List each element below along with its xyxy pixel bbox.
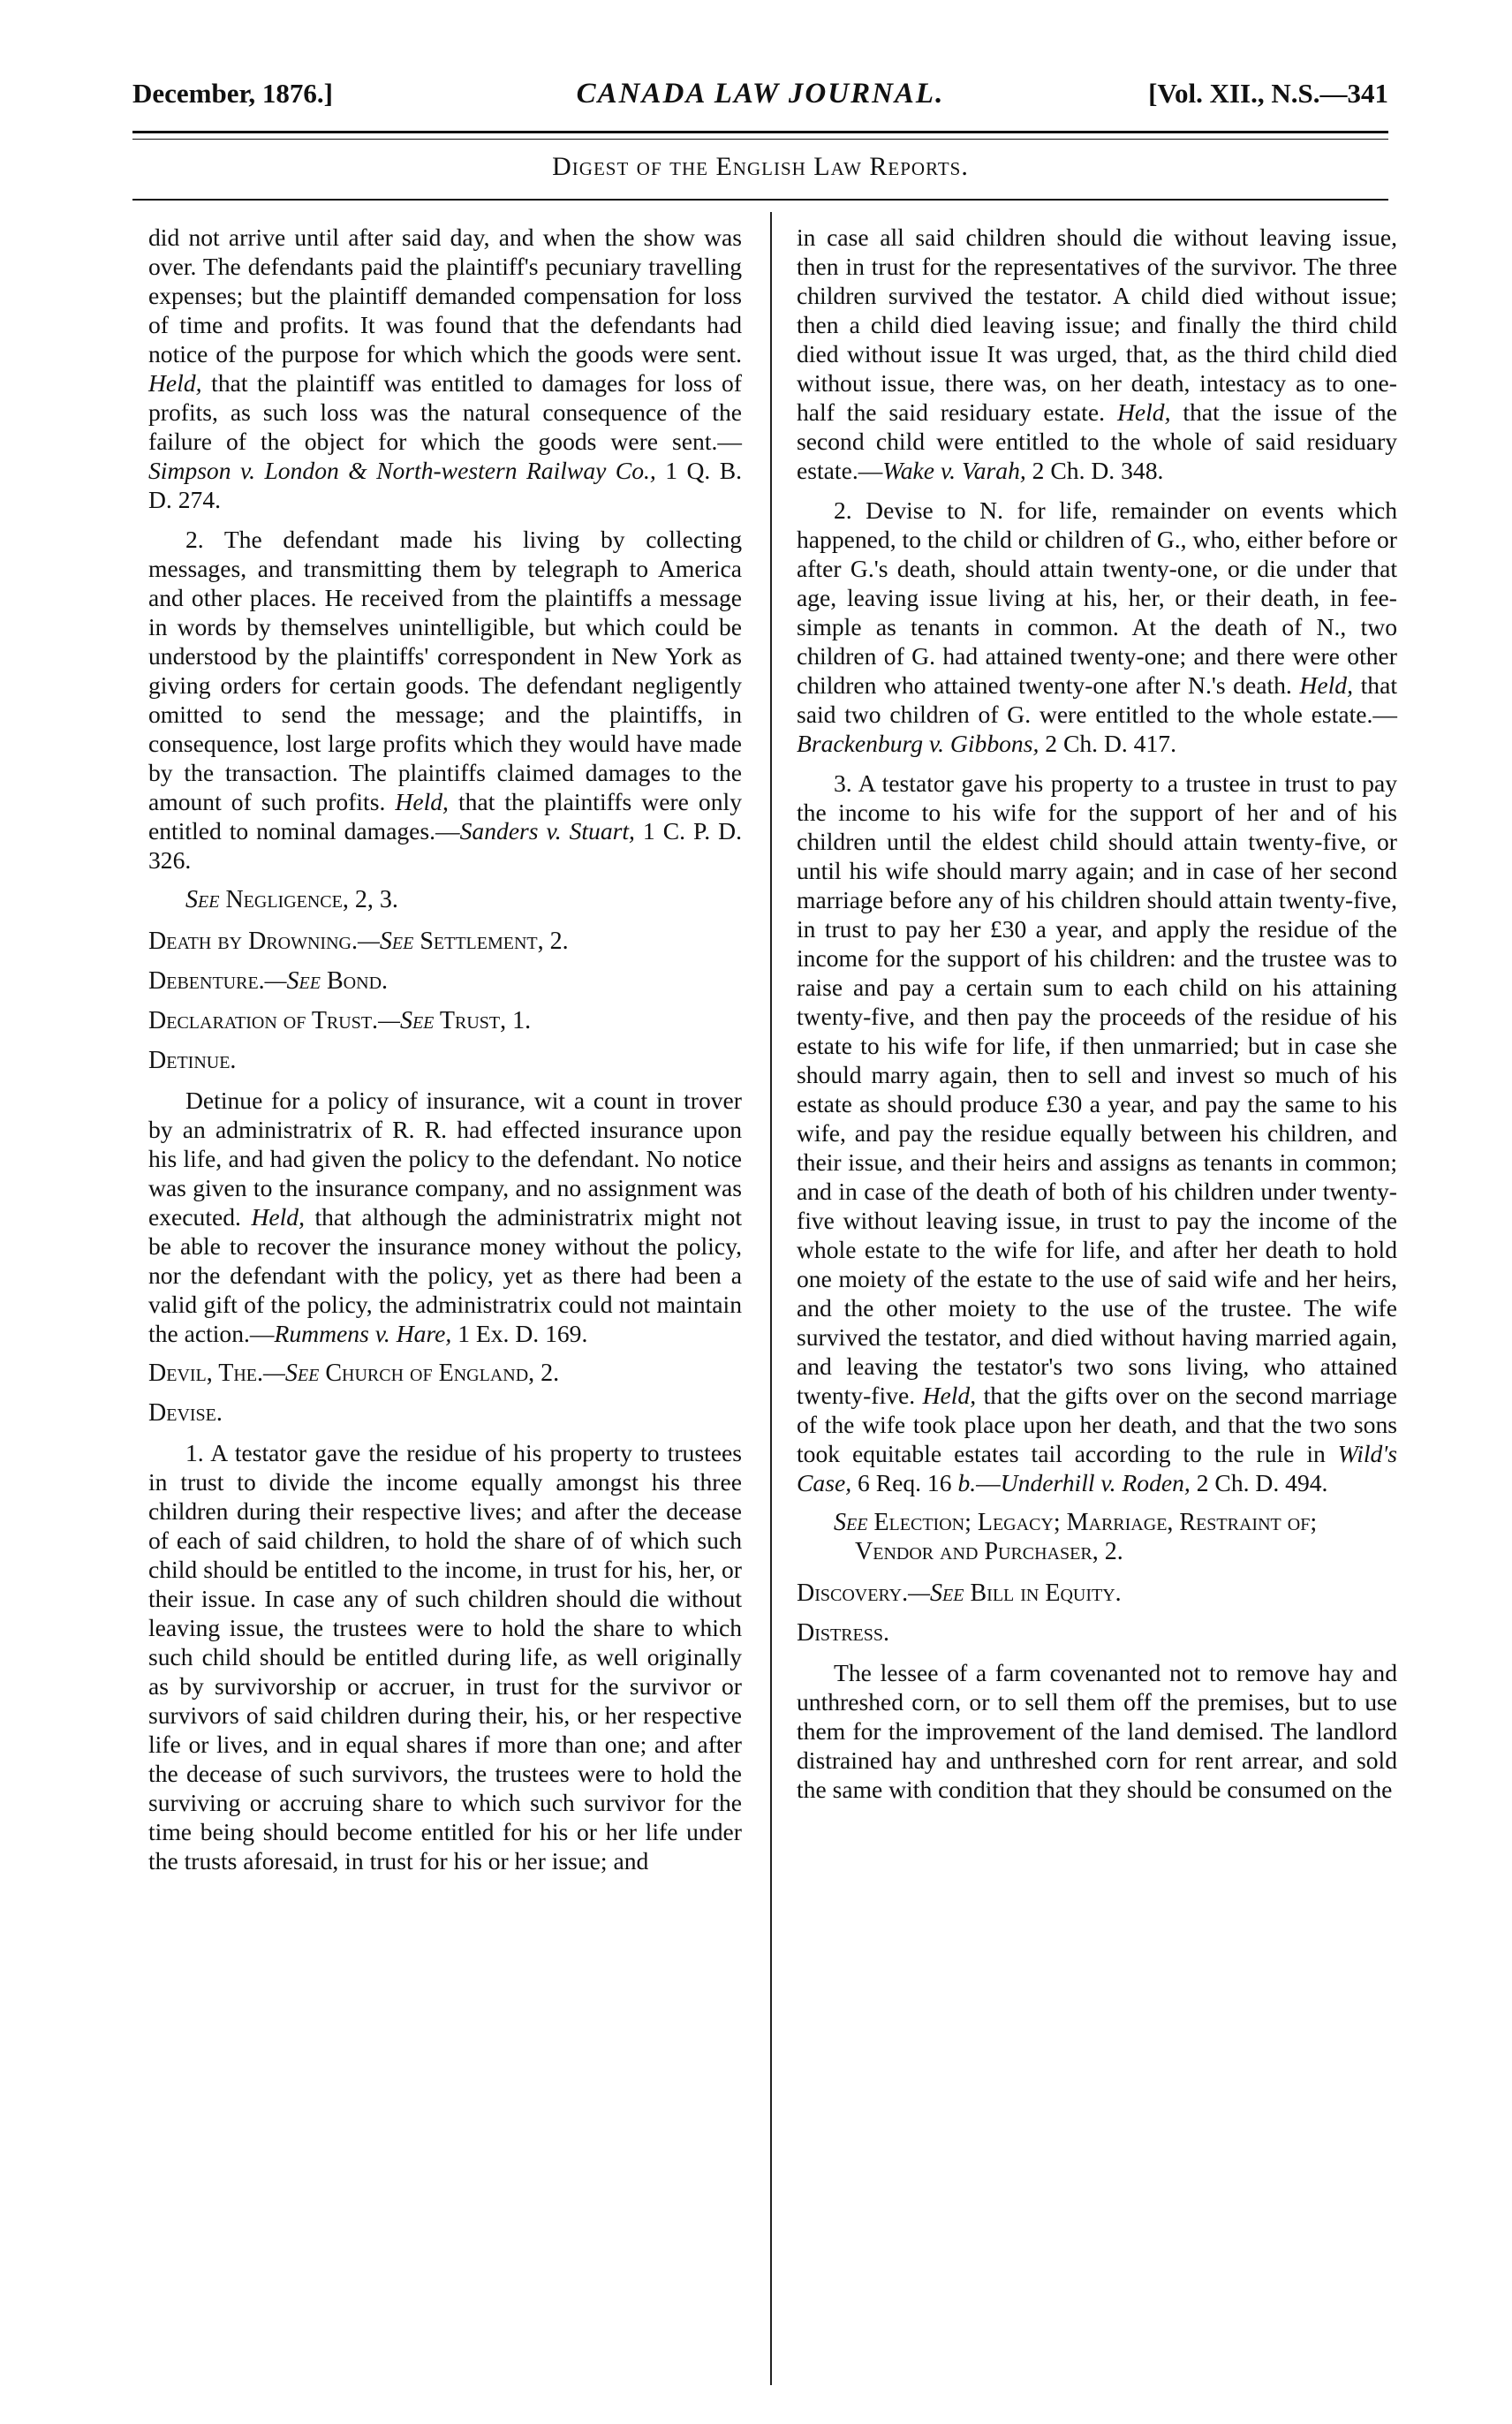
case-paragraph: did not arrive until after said day, and when the show was over. The defendants paid the plaintiff's pecuniary travelling expenses; but the plaintiff demanded compensation for loss of time and profits. It was found that the defendants had notice of the purpose for which which the goods were sent. Held, that the plaintiff was entitled to damages for loss of profits, as such loss was the natural consequence of the failure of the object for which the goods were sent.—Simpson v. London & North-western Railway Co., 1 Q. B. D. 274. [148,223,743,513]
held-label: Held, [1116,398,1171,426]
issue-date: December, 1876.] [132,78,333,109]
case-paragraph: The lessee of a farm covenanted not to remove hay and unthreshed corn, or to sell them off the premises, but to use them for the improvement of the land demised. The landlord distrained hay and unthreshed corn for rent arrear, and sold the same with condition that they should be consumed on the [797,1659,1397,1803]
digest-heading: Devise. [148,1399,223,1427]
case-name: Underhill v. Roden, [1000,1469,1191,1496]
journal-title: CANADA LAW JOURNAL. [576,78,945,110]
held-label: Held, [251,1203,305,1231]
held-label: Held, [148,369,202,397]
digest-heading: Declaration of Trust.—See Trust, 1. [148,1007,532,1034]
section-rule [132,199,1388,201]
digest-heading: Death by Drowning.—See Settlement, 2. [148,928,569,955]
case-paragraph: Detinue for a policy of insurance, wit a count in trover by an administratrix of R. R. had effected insurance upon his life, and had given the policy to the defendant. No notice was given to the insurance company, and no assignment was executed. Held, that although the administratrix might not be able to recover the insurance money without the policy, nor the defendant with the policy, yet as there had been a valid gift of the policy, the administratrix could not maintain the action.—Rummens v. Hare, 1 Ex. D. 169. [148,1087,742,1347]
case-paragraph: 2. Devise to N. for life, remainder on events which happened, to the child or children of G., who, either before or after G.'s death, should attain twenty-one, or die under that age, leaving issue living at his, her, or their death, in fee-simple as tenants in common. At the death of N., two children of G. had attained twenty-one; and there were other children who attained twenty-one after N.'s death. Held, that said two children of G. were entitled to the whole estate.—Brackenburg v. Gibbons, 2 Ch. D. 417. [797,496,1397,757]
digest-heading: Discovery.—See Bill in Equity. [797,1579,1122,1607]
digest-heading: Devil, The.—See Church of England, 2. [148,1360,560,1387]
case-paragraph: 2. The defendant made his living by collecting messages, and transmitting them by telegraph to America and other places. He received from the plaintiffs a message in words by themselves unintelligible, but which could be understood by the plaintiffs' correspondent in New York as giving orders for certain goods. The defendant negligently omitted to send the message; and the plaintiffs, in consequence, lost large profits which they would have made by the transaction. The plaintiffs claimed damages to the amount of such profits. Held, that the plaintiffs were only entitled to nominal damages.—Sanders v. Stuart, 1 C. P. D. 326. [148,526,742,874]
digest-heading: Distress. [797,1619,890,1647]
case-name: Wake v. Varah, [882,457,1026,484]
digest-heading: Detinue. [148,1047,237,1074]
volume-page: [Vol. XII., N.S.—341 [1148,78,1388,109]
case-citation: 2 Ch. D. 494. [1190,1469,1328,1496]
case-paragraph: 1. A testator gave the residue of his property to trustees in trust to divide the income equally amongst his three children during their respective lives; and after the decease of each of said children, to hold the share of of which such child should be entitled to the income, in trust for his, her, or their issue. In case any of such children should die without leaving issue, the trustees were to hold the share to which such child should be entitled during life, as well originally as by survivorship or accruer, in trust for the survivor or survivors of said children during their, his, or her respective life or lives, and in equal shares if more than one; and after the decease of such survivors, the trustees were to hold the surviving or accruing share to which such survivor for the time being should become entitled for his or her life under the trusts aforesaid, in trust for his or her issue; and [148,1439,742,1875]
case-name: Wild's Case, [797,1440,1397,1496]
held-label: Held, [1299,671,1353,699]
cross-reference: See Negligence, 2, 3. [185,886,398,913]
case-name: Simpson v. London & North-western Railway Co., [148,457,656,484]
case-name: Sanders v. Stuart, [459,817,635,845]
case-citation: 1 C. P. D. 326. [148,817,742,874]
case-name: Rummens v. Hare, [274,1320,452,1347]
header-double-rule [132,131,1388,140]
held-label: Held, [395,788,449,815]
case-paragraph: 3. A testator gave his property to a trustee in trust to pay the income to his wife for the support of her and of his children until the eldest child should attain twenty-five, or until his wife should marry again; and in case of her second marriage before any of his children should attain twenty-five, in trust to pay her £30 a year, and apply the residue of the income for the support of his children: and the trustee was to raise and pay a certain sum to each child on his attaining twenty-five, and then pay the proceeds of the residue of his estate to his wife for life, if then unmarried; but in case she should marry again, then to sell and invest so much of his estate as should produce £30 a year, and pay the same to his wife, and pay the residue equally between his children, and their issue, and their heirs and assigns as tenants in common; and in case of the death of both of his children under twenty-five without leaving issue, in trust to pay the income of the whole estate to the wife for life, and after her death to hold one moiety of the estate to the use of said wife and her heirs, and the other moiety to the use of the trustee. The wife survived the testator, and died without having married again, and leaving the testator's two sons living, who attained twenty-five. Held, that the gifts over on the second marriage of the wife took place upon her death, and that the two sons took equitable estates tail according to the rule in Wild's Case, 6 Req. 16 b.—Underhill v. Roden, 2 Ch. D. 494. [797,769,1397,1496]
section-title: Digest of the English Law Reports. [552,152,969,181]
case-citation: 2 Ch. D. 348. [1025,457,1164,484]
cross-reference: See Election; Legacy; Marriage, Restraint of; Vendor and Purchaser, 2. [834,1509,1318,1565]
held-label: Held, [922,1382,977,1409]
digest-heading: Debenture.—See Bond. [148,967,389,995]
right-column [797,223,1397,1814]
running-header [132,78,1388,122]
left-column [148,223,742,1886]
case-name: Brackenburg v. Gibbons, [797,730,1040,757]
case-citation: 2 Ch. D. 417. [1039,730,1176,757]
case-citation: 1 Ex. D. 169. [451,1320,588,1347]
case-paragraph: in case all said children should die without leaving issue, then in trust for the representatives of the survivor. The three children survived the testator. A child died without issue; then a child died leaving issue; and finally the third child died without issue It was urged, that, as the third child died without issue, there was, on her death, intestacy as to one-half the said residuary estate. Held, that the issue of the second child were entitled to the whole of said residuary estate.—Wake v. Varah, 2 Ch. D. 348. [797,223,1397,484]
case-citation: 1 Q. B. D. 274. [148,457,743,513]
column-divider [770,212,772,2385]
